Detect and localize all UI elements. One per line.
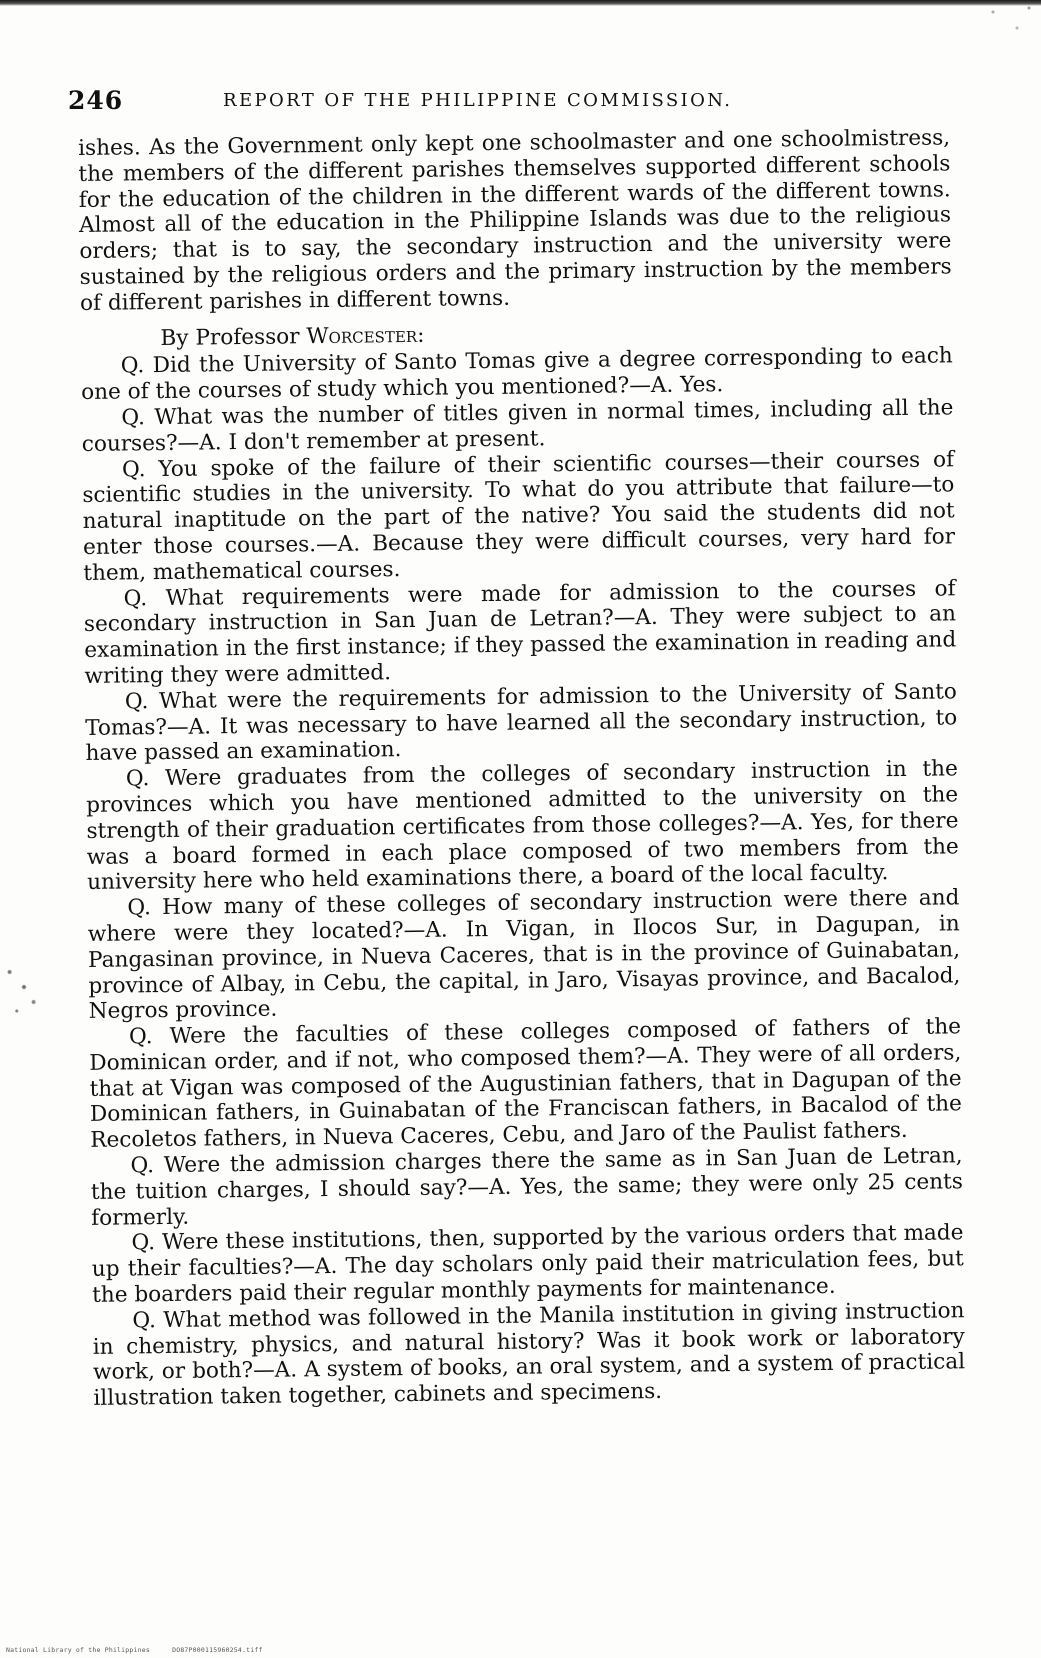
body-text [78,125,966,1412]
qa-paragraph: Q. How many of these colleges of secondary instruction were there and where were they located?—A. In Vigan, in Ilocos Sur, in Dagupan, in Pangasinan province, in Nueva Caceres, that is in the province of Guinabatan, province of Albay, in Cebu, the capital, in Jaro, Visayas province, and Bacalod, Negros province. [87,885,961,1025]
scan-speckle-left-margin [0,960,48,1020]
opening-paragraph: ishes. As the Government only kept one schoolmaster and one schoolmistress, the members of the different parishes themselves supported different schools for the education of the children in the different wards of the different towns. Almost all of the education in the Philippine Islands was due to the religious orders; that is to say, the secondary instruction and the university were sustained by the religious orders and the primary instruction by the members of different parishes in different towns. [78,125,952,316]
scan-footer [6,1646,263,1654]
qa-paragraph: Q. What method was followed in the Manila institution in giving instruction in chemistry, physics, and natural history? Was it book work or laboratory work, or both?—A. A system of books, an oral system, and a system of practical illustration taken together, cabinets and specimens. [92,1298,966,1412]
qa-paragraph: Q. You spoke of the failure of their scientific courses—their courses of scientific studies in the university. To what do you attribute that failure—to natural inaptitude on the part of the native? You said the students did not enter those courses.—A. Because they were difficult courses, very hard for them, mathematical courses. [82,446,956,586]
qa-paragraph: Q. What requirements were made for admission to the courses of secondary instruction in San Juan de Letran?—A. They were subject to an examination in the first instance; if they passed the examination in reading and writing they were admitted. [83,575,957,689]
running-head: REPORT OF THE PHILIPPINE COMMISSION. [223,90,733,111]
qa-paragraph: Q. What were the requirements for admission to the University of Santo Tomas?—A. It was necessary to have learned all the secondary instruction, to have passed an examination. [85,679,958,767]
qa-paragraph: Q. Were the faculties of these colleges composed of fathers of the Dominican order, and if not, who composed them?—A. They were of all orders, that at Vigan was composed of the Augustinian fathers, that in Dagupan of the Dominican fathers, in Guinabatan of the Franciscan fathers, in Bacalod of the Recoletos fathers, in Nueva Caceres, Cebu, and Jaro of the Paulist fathers. [89,1014,963,1154]
qa-paragraph: Q. Were graduates from the colleges of secondary instruction in the provinces which you have mentioned admitted to the university on the strength of their graduation certificates from those colleges?—A. Yes, for there was a board formed in each place composed of two members from the university here who held examinations there, a board of the local faculty. [86,756,959,896]
qa-paragraph: Q. Were the admission charges there the same as in San Juan de Letran, the tuition charges, I should say?—A. Yes, the same; they were only 25 cents formerly. [90,1143,963,1231]
footer-library: National Library of the Philippines [6,1646,150,1654]
footer-file-id: DO87P000115960254.tiff [172,1646,263,1654]
qa-paragraph: Q. Were these institutions, then, supported by the various orders that made up their faculties?—A. The day scholars only paid their matriculation fees, but the boarders paid their regular monthly payments for maintenance. [91,1220,964,1308]
qa-paragraph: Q. Did the University of Santo Tomas give a degree corresponding to each one of the courses of study which you mentioned?—A. Yes. [80,343,953,406]
page-header [68,86,968,118]
page-number: 246 [68,86,124,115]
scan-top-edge [0,0,1041,6]
speaker-name: Worcester: [306,322,425,349]
speaker-prefix: By Professor [160,323,300,351]
qa-paragraph: Q. What was the number of titles given in normal times, including all the courses?—A. I don't remember at present. [81,395,954,457]
scan-speckle-top-right [981,0,1041,40]
